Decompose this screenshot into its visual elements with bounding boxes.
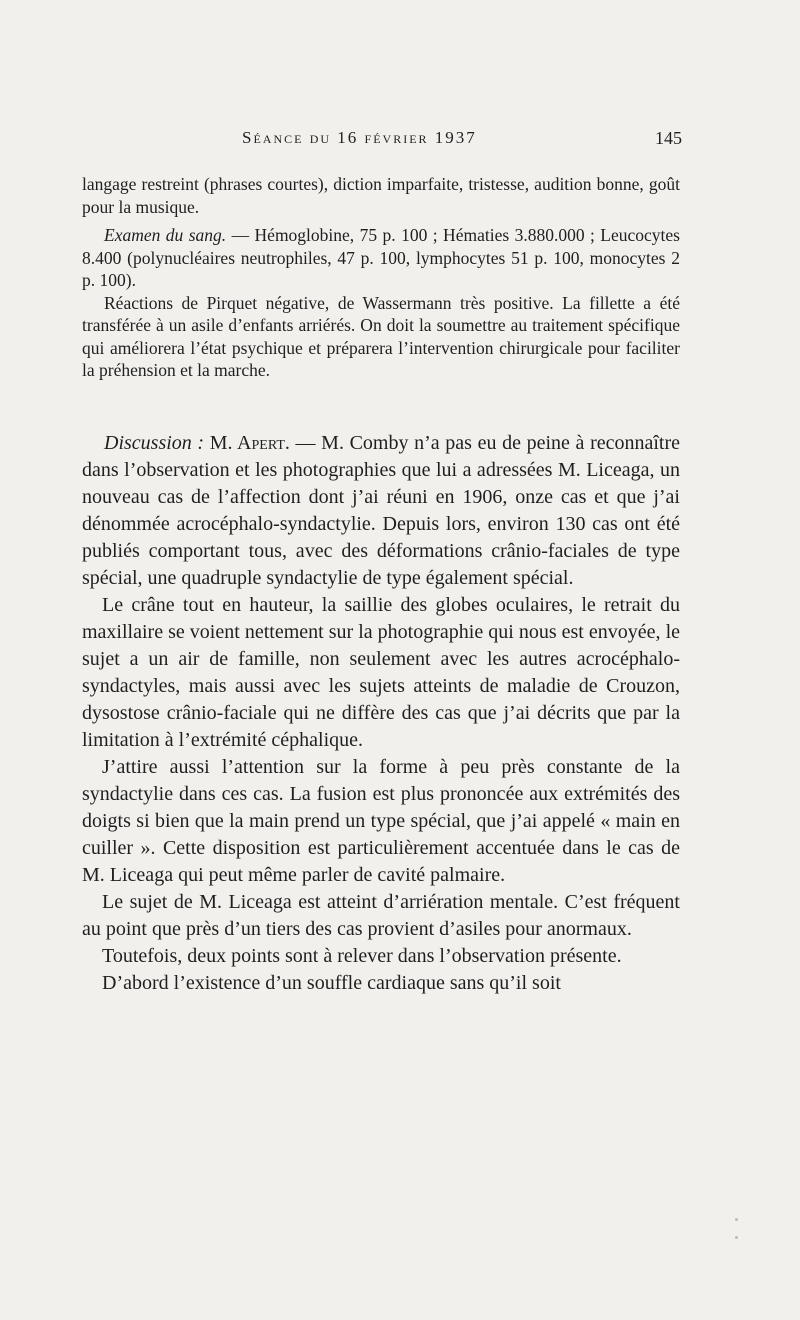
discussion-paragraph-3: J’attire aussi l’attention sur la forme à peu près constante de la syndactylie dans ces cas. La fusion est plus prononcée aux extrémités des doigts si bien que la main prend un type spécial, que j’ai appelé « main en cuiller ». Cette disposition est particulièrement accentuée dans le cas de M. Liceaga qui peut même parler de cavité palmaire. (82, 756, 680, 886)
header-title: Séance du 16 février 1937 (242, 128, 477, 147)
blood-exam-text: — Hémoglobine, 75 p. 100 ; Hématies 3.880.000 ; Leucocytes 8.400 (polynucléaires neutrophiles, 47 p. 100, lymphocytes 51 p. 100, monocytes 2 p. 100). (82, 225, 680, 290)
discussion-label: Discussion : (104, 432, 205, 454)
page-number: 145 (655, 128, 682, 148)
discussion-speaker: M. Apert. (209, 432, 290, 454)
page-speck (735, 1236, 738, 1239)
discussion-paragraph-1 (82, 430, 680, 592)
discussion-paragraph-5: Toutefois, deux points sont à relever dans l’observation présente. (102, 945, 622, 967)
page-speck (735, 1218, 738, 1221)
discussion-paragraph-4: Le sujet de M. Liceaga est atteint d’arriération mentale. C’est fréquent au point que près d’un tiers des cas provient d’asiles pour anormaux. (82, 891, 680, 940)
discussion-paragraph-2: Le crâne tout en hauteur, la saillie des globes oculaires, le retrait du maxillaire se voient nettement sur la photographie qui nous est envoyée, le sujet a un air de famille, non seulement avec les autres acrocéphalo-syndactyles, mais aussi avec les sujets atteints de maladie de Crouzon, dysostose crânio-faciale qui ne diffère des cas que j’ai décrits que par la limitation à l’extrémité céphalique. (82, 594, 680, 751)
paragraph-reactions: Réactions de Pirquet négative, de Wassermann très positive. La fillette a été transférée à un asile d’enfants arriérés. On doit la soumettre au traitement spécifique qui améliorera l’état psychique et préparera l’intervention chirurgicale pour faciliter la préhension et la marche. (82, 292, 680, 380)
paragraph-blood-exam (82, 224, 680, 292)
discussion-section (82, 430, 680, 997)
discussion-text-1: — M. Comby n’a pas eu de peine à reconnaître dans l’observation et les photographies que lui a adressées M. Liceaga, un nouveau cas de l’affection dont j’ai réuni en 1906, onze cas et que j’ai dénommée acrocéphalo-syndactylie. Depuis lors, environ 130 cas ont été publiés comportant tous, avec des déformations crânio-faciales de type spécial, une quadruple syndactylie de type également spécial. (82, 432, 681, 589)
discussion-paragraph-6: D’abord l’existence d’un souffle cardiaque sans qu’il soit (102, 972, 561, 994)
blood-exam-label: Examen du sang. (104, 225, 227, 245)
running-header (82, 128, 682, 154)
case-report-section (82, 173, 680, 382)
paragraph-symptoms: langage restreint (phrases courtes), diction imparfaite, tristesse, audition bonne, goût pour la musique. (82, 174, 680, 217)
